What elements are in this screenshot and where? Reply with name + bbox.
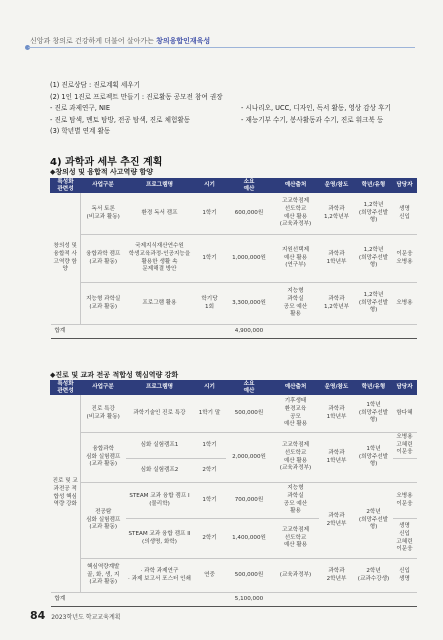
table-row: [51, 483, 417, 519]
table-cell: 융합과학 심화 실험캠프 (교과 활동): [81, 433, 126, 483]
table-cell: 500,000원: [226, 559, 273, 593]
plan-table-2: [50, 380, 417, 607]
total-label: 합계: [51, 325, 81, 339]
empty-cell: [319, 325, 355, 339]
table-cell: 1학년 (희망주선발형): [355, 433, 393, 483]
page-number: 84: [30, 609, 46, 622]
empty-cell: [273, 325, 319, 339]
table-cell: 600,000원: [226, 193, 273, 235]
column-header: 학년/유형: [355, 179, 393, 193]
table2-subtitle: ◆진로 및 교과 전공 적합성 핵심역량 강화: [50, 371, 179, 379]
empty-cell: [393, 593, 417, 607]
table-cell: 1학기 말: [194, 395, 226, 433]
table-cell: 2학년 (교과수강생): [355, 559, 393, 593]
column-header: 사업구분: [81, 179, 126, 193]
column-header: 소요 예산: [226, 179, 273, 193]
total-value: 5,100,000: [226, 593, 273, 607]
column-header: 학년/유형: [355, 381, 393, 395]
table-cell: 과학과 1,2학년부: [319, 193, 355, 235]
table-cell: 신입 생명: [393, 559, 417, 593]
list-item: - 진로 과제연구, NIE - 시나리오, UCC, 디자인, 독서 활동, 영상 감상 후기: [50, 104, 391, 112]
table-cell: 과학과 1학년부: [319, 433, 355, 483]
column-header: 시기: [194, 179, 226, 193]
total-label: 합계: [51, 593, 81, 607]
table-cell: 지능형 과학실 (교과 활동): [81, 283, 126, 325]
table-cell: 1학년 (희망주선발형): [355, 395, 393, 433]
column-header: 특성화 관련성: [51, 381, 81, 395]
table-cell: STEAM 교과 융합 캠프 II (의생명, 화학): [126, 519, 194, 559]
plan-list: [50, 80, 391, 138]
column-header: 특성화 관련성: [51, 179, 81, 193]
table-row: [51, 559, 417, 593]
total-value: 4,900,000: [226, 325, 273, 339]
list-item: (3) 학년별 연계 활동: [50, 127, 111, 135]
column-header: 사업구분: [81, 381, 126, 395]
table-cell: [393, 459, 417, 483]
table-cell: 1학기: [194, 433, 226, 459]
list-item: - 진로 탐색, 멘토 탐방, 전공 탐색, 진로 체험활동 - 재능기부 수기, 봉사활동과 수기, 진로 워크북 등: [50, 115, 384, 124]
table-cell: 고교학점제 선도학교 예산 활용: [273, 519, 319, 559]
total-row: [51, 593, 417, 607]
table-cell: 지능형 과학실 공모 예산 활용: [273, 283, 319, 325]
table-cell: 오병용 고혜린 이문웅: [393, 433, 417, 459]
table-cell: 오병용: [393, 283, 417, 325]
table-cell: 환경 독서 캠프: [126, 193, 194, 235]
table-cell: 1학기: [194, 483, 226, 519]
table-cell: (교육과정부): [273, 559, 319, 593]
column-header: 프로그램명: [126, 381, 194, 395]
category-cell: 진로 및 교과전공 적합성 핵심역량 강화: [51, 395, 81, 593]
empty-cell: [126, 325, 194, 339]
table-cell: 고교학점제 선도학교 예산 활용 (교육과정부): [273, 193, 319, 235]
page-footer: [30, 609, 121, 622]
table-cell: 독서 토론 (비교과 활동): [81, 193, 126, 235]
table-cell: 2학기: [194, 459, 226, 483]
table-cell: 과학과 1학년부: [319, 395, 355, 433]
header-prefix: 신앙과 창의로 건강하게 더불어 살아가는: [30, 37, 154, 45]
empty-cell: [126, 593, 194, 607]
table-cell: 1,000,000원: [226, 235, 273, 283]
table-cell: 전공탐 심화 실험캠프 (교과 활동): [81, 483, 126, 559]
category-cell: 창의성 및 융합적 사고역량 함양: [51, 193, 81, 325]
column-header: 담당자: [393, 381, 417, 395]
table-cell: 진로 특강 (비교과 활동): [81, 395, 126, 433]
table-cell: 학기당 1회: [194, 283, 226, 325]
table-cell: 오병용 이문웅: [393, 483, 417, 519]
table-cell: 2,000,000원: [226, 433, 273, 483]
table-cell: 500,000원: [226, 395, 273, 433]
table-cell: 지능형 과학실 공모 예산 활용: [273, 483, 319, 519]
table-cell: 국제지식재산연수원 학생교육과정-인공지능을 활용한 생활 속 문제해결 방안: [126, 235, 194, 283]
list-item: (1) 진로상담 : 진로계획 세우기: [50, 81, 141, 89]
empty-cell: [194, 593, 226, 607]
table-cell: 생명 신입 고혜린 이문웅: [393, 519, 417, 559]
table1-subtitle: ◆창의성 및 융합적 사고역량 함양: [50, 168, 154, 176]
table-cell: 프로그램 활용: [126, 283, 194, 325]
table-cell: 1,2학년 (희망주선발형): [355, 235, 393, 283]
table-cell: 함다혜: [393, 395, 417, 433]
table-cell: 심화 실험캠프2: [126, 459, 194, 483]
table-cell: STEAM 교과 융합 캠프 I (물리학): [126, 483, 194, 519]
table-cell: 기후생태 환경교육 공모 예산 활용: [273, 395, 319, 433]
empty-cell: [81, 325, 126, 339]
empty-cell: [355, 593, 393, 607]
table-cell: 1학기: [194, 193, 226, 235]
total-row: [51, 325, 417, 339]
running-header: [30, 36, 210, 46]
table-cell: · 과학 과제연구 · 과제 보고서 포스터 인쇄: [126, 559, 194, 593]
empty-cell: [81, 593, 126, 607]
table-cell: 과학과 2학년부: [319, 483, 355, 559]
table-cell: 1,2학년 (희망주선발형): [355, 283, 393, 325]
table-cell: 2학기: [194, 519, 226, 559]
table-cell: 과학과 1,2학년부: [319, 283, 355, 325]
table-cell: 과학과 1학년부: [319, 235, 355, 283]
table-cell: 2학년 (희망주선발형): [355, 483, 393, 559]
footer-text: 2023학년도 학교교육계획: [51, 614, 121, 621]
list-item: (2) 1인 1진로 프로젝트 만들기 : 진로활동 공모전 참여 권장: [50, 92, 223, 101]
table-row: [51, 433, 417, 459]
column-header: 예산출처: [273, 381, 319, 395]
table-cell: 이문웅 오병용: [393, 235, 417, 283]
empty-cell: [393, 325, 417, 339]
empty-cell: [194, 325, 226, 339]
empty-cell: [319, 593, 355, 607]
table-row: [51, 283, 417, 325]
table-row: [51, 235, 417, 283]
table-cell: 심화 실험캠프1: [126, 433, 194, 459]
table-cell: 1학기: [194, 235, 226, 283]
column-header: 시기: [194, 381, 226, 395]
table-cell: 3,300,000원: [226, 283, 273, 325]
plan-table-1: [50, 178, 417, 339]
empty-cell: [273, 593, 319, 607]
table-cell: 연중: [194, 559, 226, 593]
column-header: 운영/참도: [319, 179, 355, 193]
table-row: [51, 395, 417, 433]
column-header: 예산출처: [273, 179, 319, 193]
table-row: [51, 193, 417, 235]
table-cell: 과학과 2학년부: [319, 559, 355, 593]
column-header: 운영/참도: [319, 381, 355, 395]
column-header: 소요 예산: [226, 381, 273, 395]
column-header: 담당자: [393, 179, 417, 193]
table-cell: 700,000원: [226, 483, 273, 519]
table-cell: 고교학점제 선도학교 예산 활용 (교육과정부): [273, 433, 319, 483]
table-cell: 1,2학년 (희망주선발형): [355, 193, 393, 235]
header-rule: [28, 47, 415, 48]
table-cell: 융합과학 캠프 (교과 활동): [81, 235, 126, 283]
table-cell: 1,400,000원: [226, 519, 273, 559]
table-cell: 핵심역량계발 골, 화, 생, 지 (교과 활동): [81, 559, 126, 593]
header-emphasis: 창의융합인재육성: [156, 37, 211, 45]
table-cell: 지원선택제 예산 활용 (연구부): [273, 235, 319, 283]
table-cell: 생명 신입: [393, 193, 417, 235]
empty-cell: [355, 325, 393, 339]
column-header: 프로그램명: [126, 179, 194, 193]
section-title: 4) 과학과 세부 추진 계획: [50, 157, 163, 168]
table-cell: 과학기술인 진로 특강: [126, 395, 194, 433]
